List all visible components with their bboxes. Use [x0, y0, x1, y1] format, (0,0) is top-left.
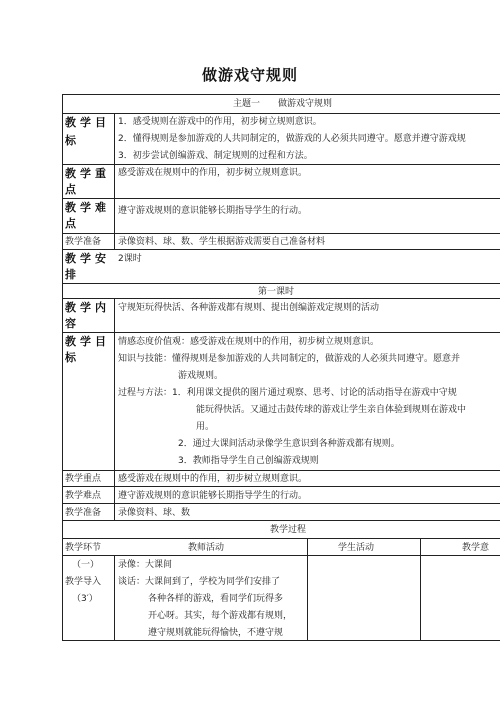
row-line: [62, 233, 500, 234]
goal-line: 能玩得快活。又通过击鼓传球的游戏让学生亲自体验到规则在游戏中: [196, 405, 467, 415]
col-line: [114, 555, 115, 640]
difficulty2-text: 遵守游戏规则的意识能够长期指导学生的行动。: [118, 491, 308, 501]
arrangement-text: 2课时: [118, 254, 142, 264]
goal-line: 知识与技能：懂得规则是参加游戏的人共同制定的，做游戏的人必须共同遵守。愿意并: [118, 354, 461, 364]
prep-label: 教学准备: [65, 237, 102, 247]
goals-label-cont: 标: [65, 134, 80, 147]
row-line: [62, 113, 500, 114]
row-line: [62, 470, 500, 471]
col-line: [307, 538, 308, 640]
row-line: [62, 555, 500, 556]
goal-line: 2．通过大课间活动录像学生意识到各种游戏都有规则。: [178, 439, 400, 449]
key2-label: 教学重点: [65, 474, 102, 484]
difficulty-label-cont: 点: [65, 217, 80, 230]
row-line: [62, 520, 500, 521]
row-line: [62, 198, 500, 199]
header-student: 学生活动: [338, 543, 375, 553]
key-text: 感受游戏在规则中的作用，初步树立规则意识。: [118, 168, 308, 178]
arrangement-label: 教学安: [65, 252, 110, 265]
segment-number: （一）: [72, 560, 100, 570]
goal-line: 游戏规则。: [178, 371, 224, 381]
goals-label: 教学目: [65, 116, 110, 129]
goal-item: 3．初步尝试创编游戏、制定规则的过程和方法。: [118, 151, 313, 161]
table-border-left: [62, 94, 63, 640]
header-segment: 教学环节: [65, 543, 102, 553]
teacher-line: 遵守规则就能玩得愉快，不遵守规: [148, 628, 284, 638]
row-line: [62, 164, 500, 165]
table-border-top: [62, 94, 500, 95]
row-line: [62, 249, 500, 250]
segment-time: （3′）: [72, 594, 98, 604]
difficulty2-label: 教学难点: [65, 491, 102, 501]
col-line: [114, 113, 115, 249]
teacher-line: 开心呀。其实，每个游戏都有规则，: [148, 611, 293, 621]
theme-heading: 主题一 做游戏守规则: [233, 99, 333, 109]
key2-text: 感受游戏在规则中的作用，初步树立规则意识。: [118, 474, 308, 484]
row-line: [62, 503, 500, 504]
prep2-label: 教学准备: [65, 508, 102, 518]
row-line: [62, 283, 500, 284]
key-label-cont: 点: [65, 183, 80, 196]
content-label-cont: 容: [65, 317, 80, 330]
difficulty-text: 遵守游戏规则的意识能够长期指导学生的行动。: [118, 206, 308, 216]
col-line: [420, 538, 421, 640]
content-text: 守规矩玩得快活、各种游戏都有规则、提出创编游戏定规则的活动: [118, 303, 380, 313]
header-intent: 教学意: [462, 543, 490, 553]
header-teacher: 教师活动: [188, 543, 225, 553]
teacher-line: 谈话：大课间到了，学校为同学们安排了: [118, 577, 281, 587]
goal-line: 3．教师指导学生自己创编游戏规则: [178, 456, 319, 466]
goal-item: 2．懂得规则是参加游戏的人共同制定的，做游戏的人必须共同遵守。愿意并遵守游戏规: [118, 134, 466, 144]
goal-line: 用。: [196, 422, 215, 432]
prep2-text: 录像资料、球、数: [118, 508, 191, 518]
prep-text: 录像资料、球、数、学生根据游戏需要自己准备材料: [118, 237, 326, 247]
process-heading: 教学过程: [270, 525, 307, 535]
content-label: 教学内: [65, 301, 110, 314]
goal-item: 1．感受规则在游戏中的作用，初步树立规则意识。: [118, 117, 322, 127]
row-line: [62, 332, 500, 333]
first-lesson-heading: 第一课时: [258, 287, 295, 297]
col-line: [114, 298, 115, 520]
goal-line: 过程与方法：1．利用课文提供的图片通过观察、思考、讨论的活动指导在游戏中守规: [118, 388, 457, 398]
goal-line: 情感态度价值观：感受游戏在规则中的作用，初步树立规则意识。: [118, 337, 380, 347]
row-line: [62, 486, 500, 487]
segment-name: 教学导入: [65, 577, 102, 587]
row-line: [62, 538, 500, 539]
teacher-line: 各种各样的游戏，看同学们玩得多: [148, 594, 284, 604]
lesson-goals-label: 教学目: [65, 335, 110, 348]
row-line: [62, 640, 500, 641]
lesson-goals-label-cont: 标: [65, 351, 80, 364]
key-label: 教学重: [65, 167, 110, 180]
arrangement-label-cont: 排: [65, 268, 80, 281]
document-title: 做游戏守规则: [201, 66, 298, 84]
teacher-line: 录像：大课间: [118, 560, 173, 570]
difficulty-label: 教学难: [65, 201, 110, 214]
